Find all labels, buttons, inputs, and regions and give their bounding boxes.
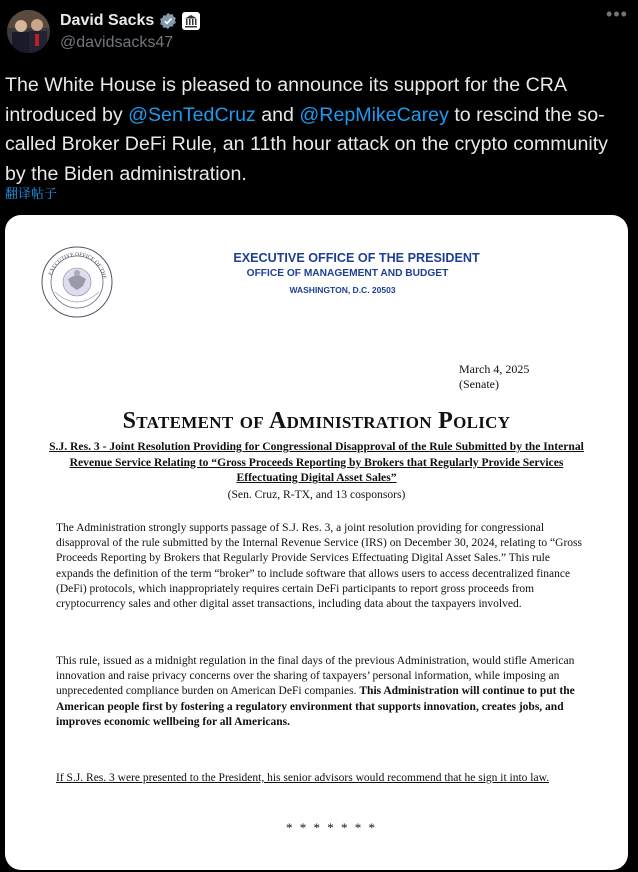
document-chamber: (Senate) — [459, 377, 499, 391]
paragraph-rationale — [56, 654, 586, 730]
mention-link-sentedcruz[interactable]: @SenTedCruz — [128, 103, 256, 126]
sponsors: (Sen. Cruz, R-TX, and 13 cosponsors) — [227, 488, 406, 501]
paragraph-rationale-text: This rule, issued as a midnight regulation in the final days of the previous Administration, would stifle American innovation and raise privacy concerns over the sharing of taxpayers’ personal information, while imposing an unprecedented compliance burden on American DeFi companies. — [56, 655, 575, 698]
avatar[interactable] — [7, 10, 50, 53]
mention-link-repmikecarey[interactable]: @RepMikeCarey — [299, 103, 449, 126]
more-options-icon[interactable]: ••• — [606, 4, 628, 24]
document-title: Statement of Administration Policy — [122, 408, 511, 434]
tweet-text — [5, 71, 633, 189]
paragraph-rationale-bold: This Administration will continue to put the American people first by fostering a regulatory environment that supports innovation, creates jobs, and improves economic wellbeing for all Americans. — [56, 685, 575, 728]
end-marker: * * * * * * * — [286, 820, 377, 835]
tweet-text-part: The White House is pleased to announce its support for the CRA introduced by — [5, 74, 566, 126]
document-date: March 4, 2025 — [459, 362, 530, 376]
user-handle[interactable]: @davidsacks47 — [60, 34, 174, 51]
tweet-header — [0, 0, 638, 68]
letterhead-address: WASHINGTON, D.C. 20503 — [289, 285, 396, 295]
paragraph-recommendation: If S.J. Res. 3 were presented to the President, his senior advisors would recommend that he sign it into law. — [56, 772, 550, 784]
resolution-title: S.J. Res. 3 - Joint Resolution Providing for Congressional Disapproval of the Rule Submitted by the Internal Revenue Service Relating to “Gross Proceeds Reporting by Brokers that Regularly Provide Services Effectuating Digital Asset Sales” — [49, 440, 584, 484]
tweet-text-part: and — [255, 103, 300, 126]
letterhead-office: EXECUTIVE OFFICE OF THE PRESIDENT — [233, 251, 480, 265]
government-affiliation-icon[interactable] — [182, 12, 200, 30]
display-name[interactable]: David Sacks — [60, 12, 155, 29]
translate-post-link[interactable]: 翻译帖子 — [5, 187, 58, 202]
letterhead-omb: OFFICE OF MANAGEMENT AND BUDGET — [246, 268, 449, 279]
svg-text:EXECUTIVE OFFICE OF THE PRESID: EXECUTIVE OFFICE OF THE — [47, 251, 107, 280]
tweet-text-part: to rescind the so-called Broker DeFi Rule, an 11th hour attack on the crypto community by the Biden administration. — [5, 103, 608, 185]
verified-badge-icon[interactable] — [159, 12, 177, 30]
attached-image[interactable] — [5, 215, 628, 870]
paragraph-support: The Administration strongly supports passage of S.J. Res. 3, a joint resolution providing for congressional disapproval of the rule submitted by the Internal Revenue Service (IRS) on December 30, 2024, relating to “Gross Proceeds Reporting by Brokers that Regularly Provide Services Effectuating Digital Asset Sales.” This rule expands the definition of the term “broker” to include software that allows users to access decentralized finance (DeFi) protocols, which inappropriately requires certain DeFi participants to report gross proceeds from cryptocurrency sales and other digital asset transactions, including data about the taxpayers involved. — [56, 522, 582, 611]
